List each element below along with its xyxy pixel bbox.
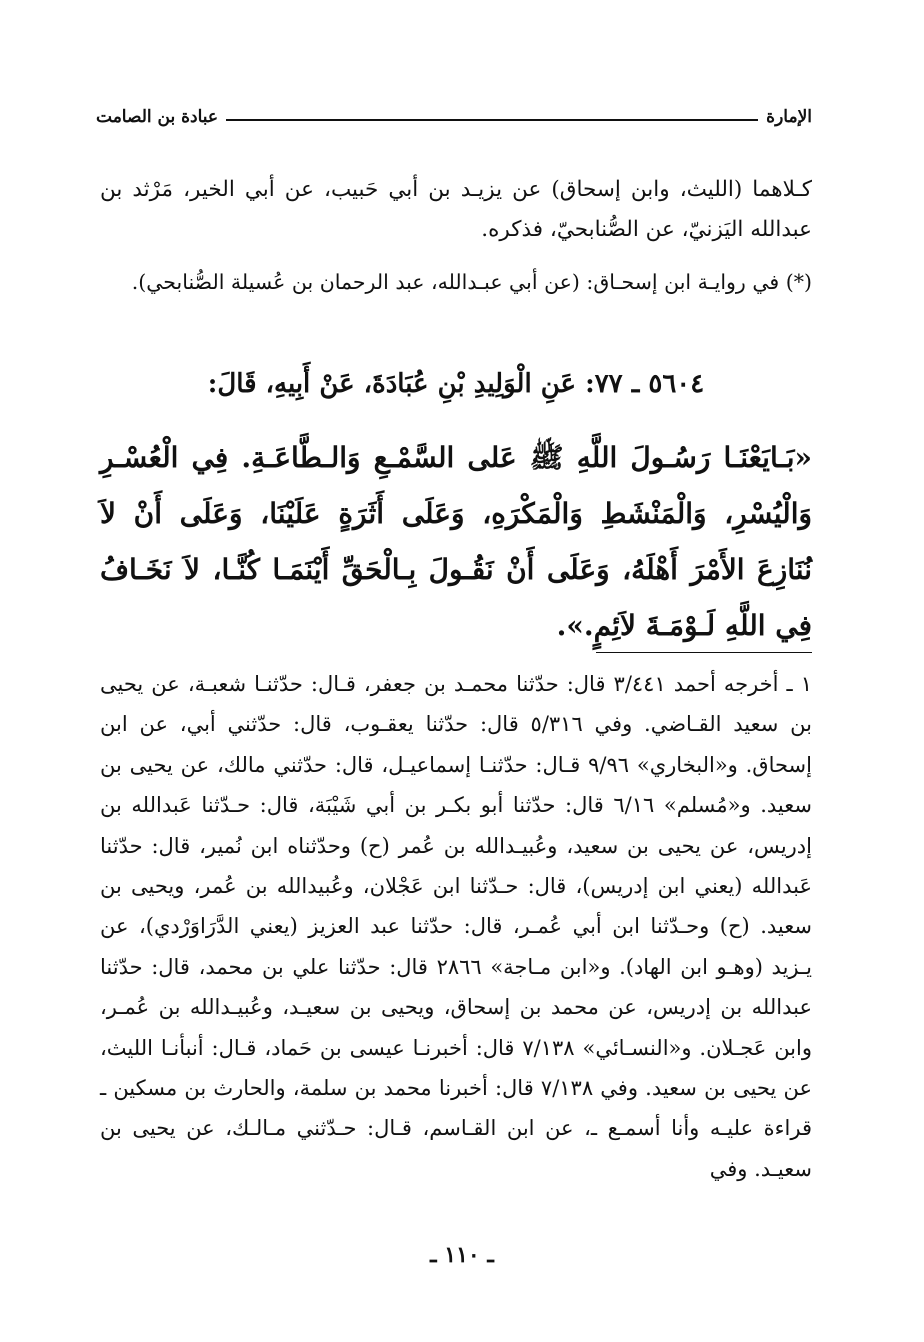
footnote-separator bbox=[596, 652, 812, 653]
running-header bbox=[96, 100, 812, 134]
hadith-heading: ٥٦٠٤ ـ ٧٧: عَنِ الْوَلِيدِ بْنِ عُبَادَةَ، عَنْ أَبِيهِ، قَالَ: bbox=[207, 369, 705, 399]
page-number: ـ ١١٠ ـ bbox=[430, 1242, 494, 1268]
chapter-title: الإمارة bbox=[766, 107, 812, 127]
takhrij-footnote: ١ ـ أخرجه أحمد ٣/٤٤١ قال: حدّثنا محمـد بن جعفر، قـال: حدّثنـا شعبـة، عن يحيى بن سعيد القـاضي. وفي ٥/٣١٦ قال: حدّثنا يعقـوب، قال: حدّثني أبي، عن ابن إسحاق. و«البخاري» ٩/٩٦ قـال: حدّثنـا إسماعيـل، قال: حدّثني مالك، عن يحيى بن سعيد. و«مُسلم» ٦/١٦ قال: حدّثنا أبو بكـر بن أبي شَيْبَة، قال: حـدّثنا عَبدالله بن إدريس، عن يحيى بن سعيد، وعُبيـدالله بن عُمر (ح) وحدّثناه ابن نُمير، قال: حدّثنا عَبدالله (يعني ابن إدريس)، قال: حـدّثنا ابن عَجْلان، وعُبيدالله بن عُمر، ويحيى بن سعيد. (ح) وحـدّثنا ابن أبي عُمـر، قال: حدّثنا عبد العزيز (يعني الدَّرَاوَرْدي)، عن يـزيد (وهـو ابن الهاد). و«ابن مـاجة» ٢٨٦٦ قال: حدّثنا علي بن محمد، قال: حدّثنا عبدالله بن إدريس، عن محمد بن إسحاق، ويحيى بن سعيـد، وعُبيـدالله بن عُمـر، وابن عَجـلان. و«النسـائي» ٧/١٣٨ قال: أخبرنـا عيسى بن حَماد، قـال: أنبأنـا الليث، عن يحيى بن سعيد. وفي ٧/١٣٨ قال: أخبرنا محمد بن سلمة، والحارث بن مسكين ـ قراءة عليـه وأنا أسمـع ـ، عن ابن القـاسم، قـال: حـدّثني مـالـك، عن يحيى بن سعيـد. وفي bbox=[100, 672, 812, 1181]
companion-name: عبادة بن الصامت bbox=[96, 107, 219, 127]
hadith-text: «بَـايَعْنَـا رَسُـولَ اللَّهِ ﷺ عَلى السَّمْـعِ وَالـطَّاعَـةِ. فِي الْعُسْـرِ وَالْيُسْرِ، وَالْمَنْشَطِ وَالْمَكْرَهِ، وَعَلَى أَثَرَةٍ عَلَيْنَا، وَعَلَى أَنْ لاَ نُنَازِعَ الأَمْرَ أَهْلَهُ، وَعَلَى أَنْ نَقُـولَ بِـالْحَقِّ أَيْنَمَـا كُنَّـا، لاَ نَخَـافُ فِي اللَّهِ لَـوْمَـةَ لاَئِمٍ.». bbox=[100, 441, 812, 642]
continuation-paragraph: كـلاهما (الليث، وابن إسحاق) عن يزيـد بن أبي حَبيب، عن أبي الخير، مَرْثد بن عبدالله اليَزنيّ، عن الصُّنابحيّ، فذكره. bbox=[100, 177, 812, 242]
footnote-note: (*) في روايـة ابن إسحـاق: (عن أبي عبـدالله، عبد الرحمان بن عُسيلة الصُّنابحي). bbox=[131, 270, 812, 294]
header-rule bbox=[226, 119, 758, 121]
